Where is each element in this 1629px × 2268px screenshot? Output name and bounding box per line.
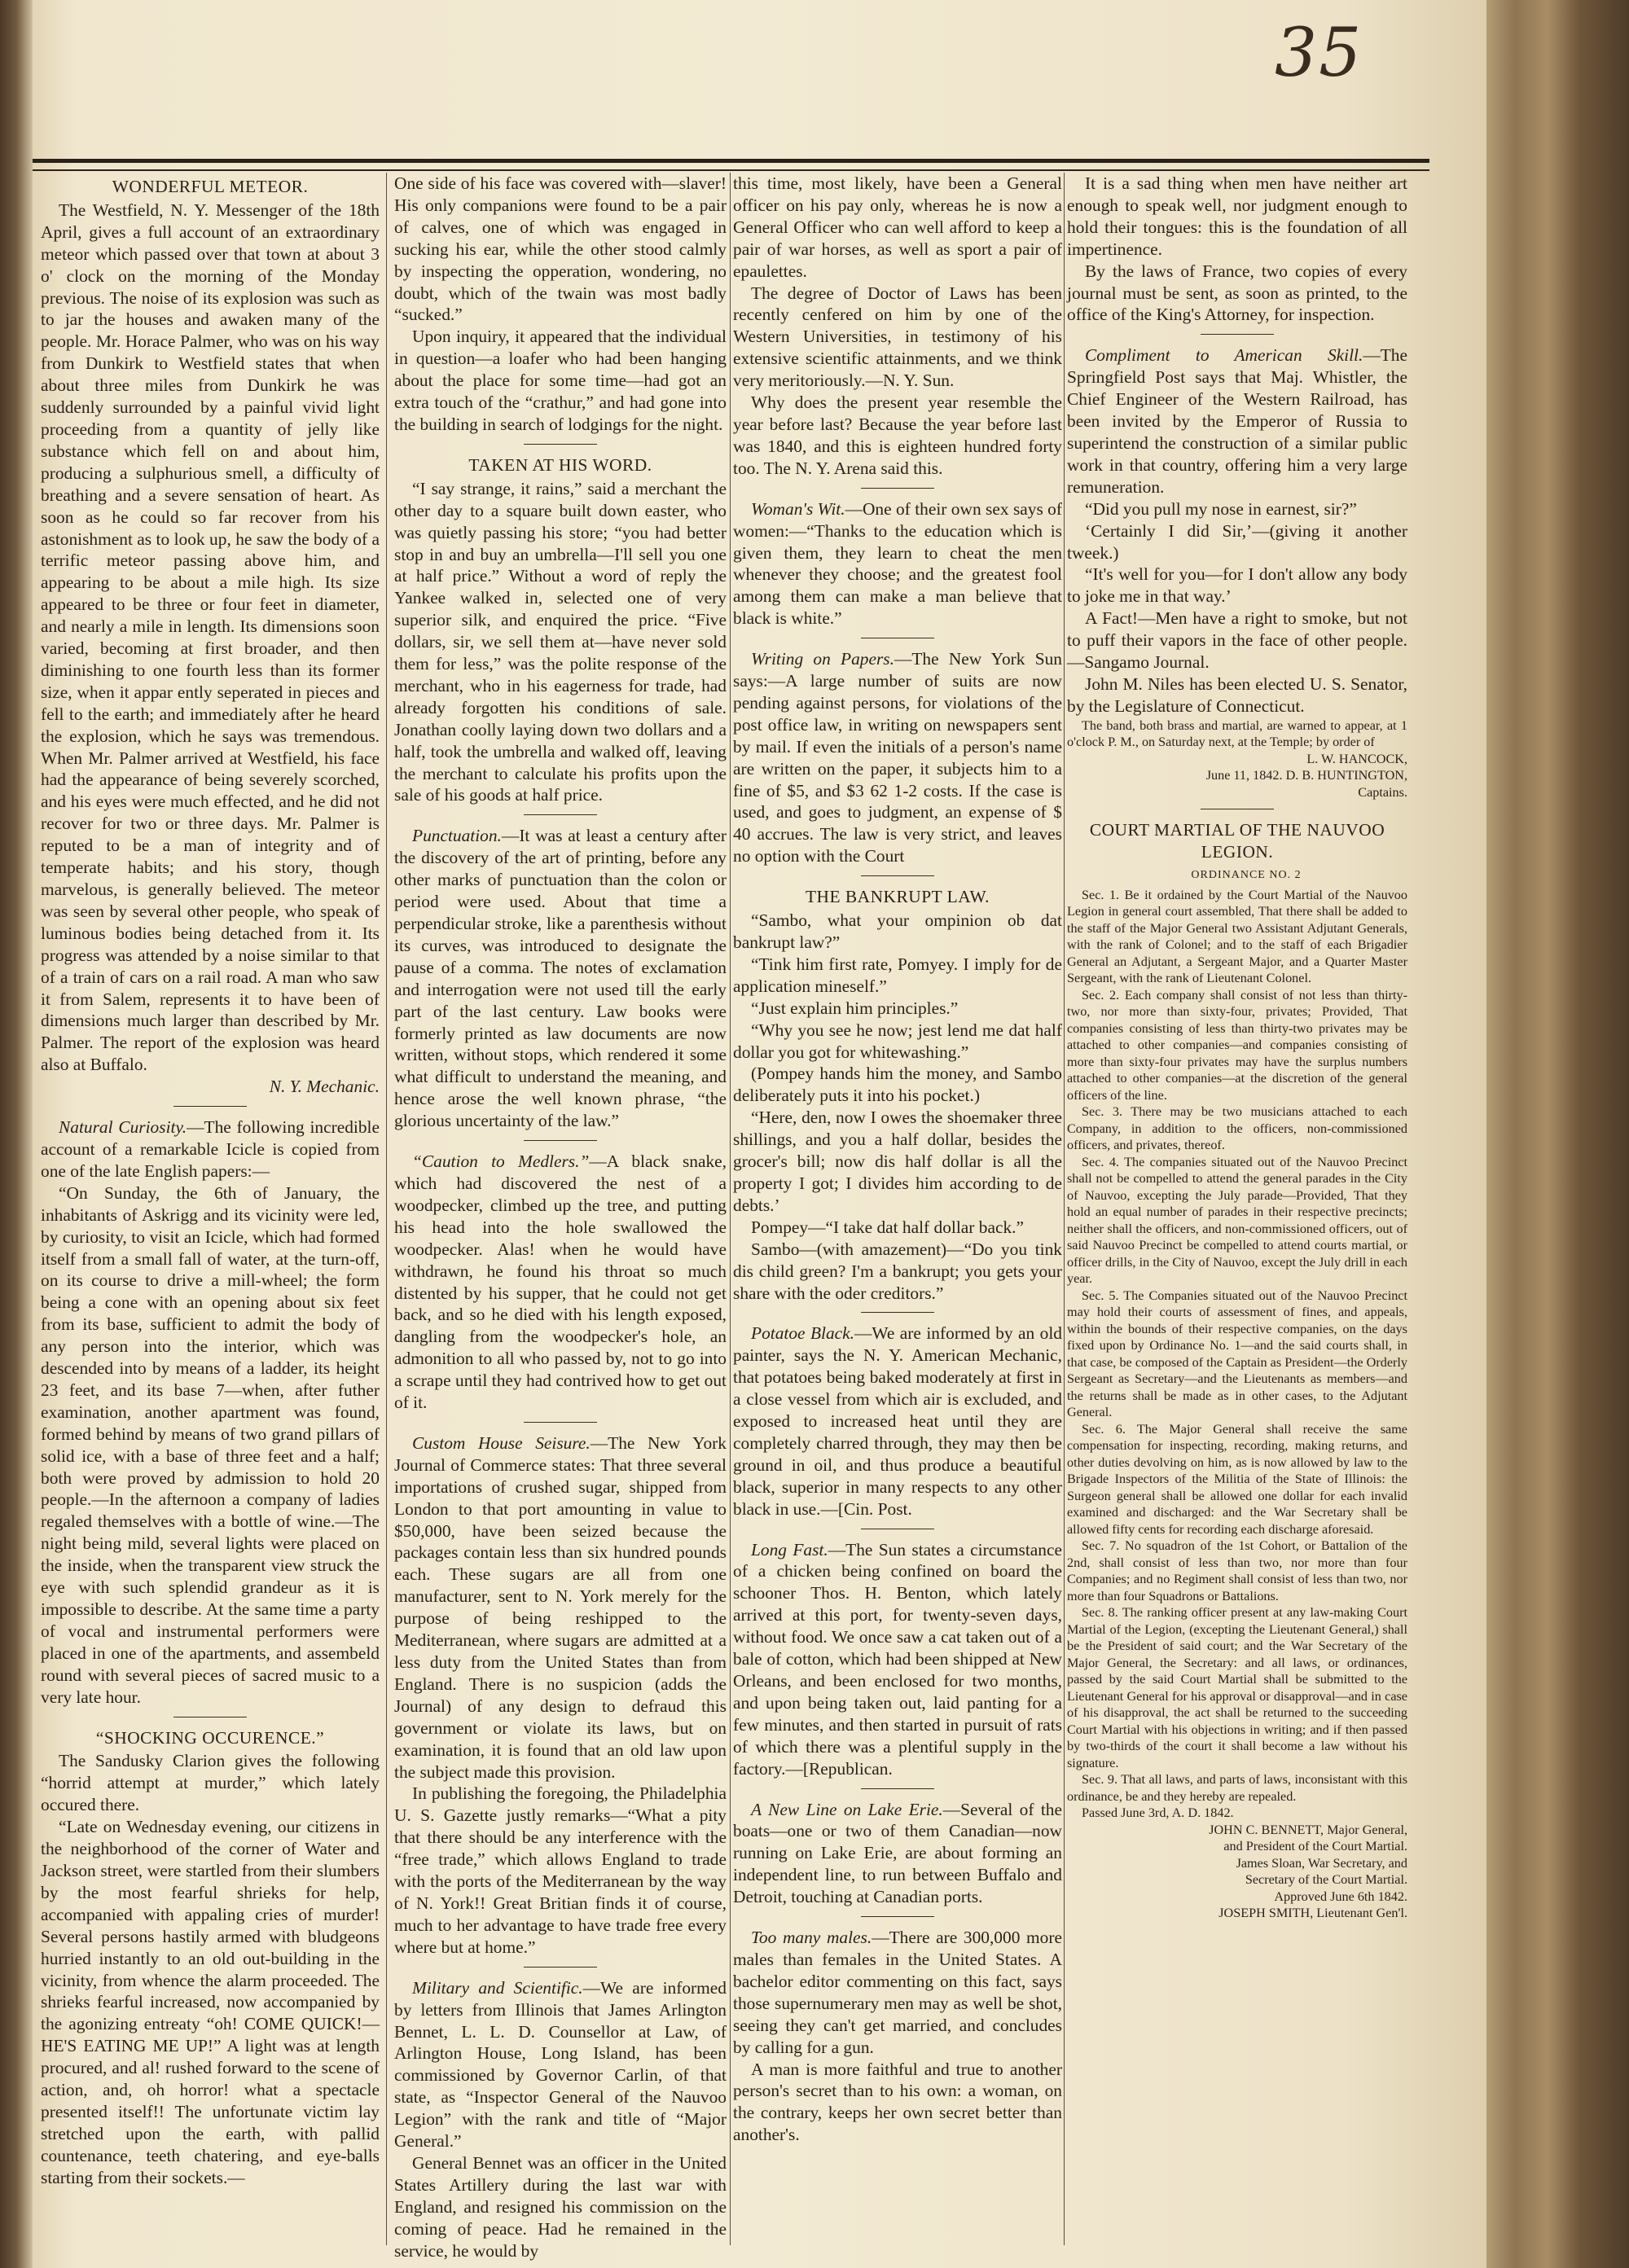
article-heading: COURT MARTIAL OF THE NAUVOO LEGION.	[1089, 820, 1385, 862]
article-lead-title: Long Fast.	[751, 1539, 828, 1560]
article-lead-title: Punctuation.	[412, 826, 502, 846]
article-body-text: —The New York Sun says:—A large number of suits are now pending against persons, for violations of the post office law, in writing on newspapers sent by mail. If even the initials of a person's name are written on the paper, it subjects him to a fine of $5, and $3 62 1-2 costs. If the case is used, and goes to judgment, an expense of $ 40 accrues. The law is very strict, and leaves no option with the Court	[733, 649, 1062, 866]
small-print-paragraph: Sec. 1. Be it ordained by the Court Martial of the Nauvoo Legion in general court assembled, That there shall be added to the staff of the Major General two Assistant Adjutant Generals, with the rank of Colonel; and to the staff of each Brigadier General an Adjutant, a Sergeant Major, and a Quarter Master Sergeant, with the rank of Lieutenant Colonel.	[1067, 887, 1407, 986]
article-paragraph: The degree of Doctor of Laws has been recently cenfered on him by one of the Western Universities, in testimony of his extensive scientific attainments, and we think very meritoriously.—N. Y. Sun.	[733, 283, 1062, 391]
article-paragraph: Why does the present year resemble the year before last? Because the year before last was 1840, and this is eighteen hundred forty too. The N. Y. Arena said this.	[733, 393, 1062, 478]
article-body-text: —The New York Journal of Commerce states: That three several importations of crushed sugar, shipped from London to that port amounting in value to $50,000, have been seized because the packages contain less than six hundred pounds each. These sugars are all from one manufacturer, sent to N. York merely for the purpose of being reshipped to the Mediterranean, where sugars are admitted at a less duty from the United States than from England. There is no suspicion (adds the Journal) of any design to defraud this government or violate its laws, but on examination, it is found that an old law upon the subject made this provision.	[394, 1432, 727, 1782]
column-3	[733, 173, 1062, 2245]
column-1	[41, 173, 380, 2245]
signature-line: James Sloan, War Secretary, and	[1236, 1855, 1407, 1871]
article-paragraph: One side of his face was covered with—slaver! His only companions were found to be a pair of calves, one of which was engaged in sucking his ear, while the other stood calmly by inspecting the opperation, wondering, no doubt, which of the twain was most badly “sucked.”	[394, 173, 727, 325]
article-lead-title: “Caution to Medlers.”	[412, 1152, 590, 1172]
article-paragraph: General Bennet was an officer in the United States Artillery during the last war with England, and resigned his commission on the coming of peace. Had he remained in the service, he would by	[394, 2152, 727, 2261]
small-print-paragraph: Sec. 5. The Companies situated out of the Nauvoo Precinct may hold their courts of assessment of fines, and appeals, within the bounds of their respective companies, on the days fixed upon by Ordinance No. 1—and the said courts shall, in that case, be composed of the Captain as President—the Orderly Sergeant as Secretary—and the Lieutenants as members—and the returns shall be made as in other cases, to the Adjutant General.	[1067, 1288, 1407, 1420]
article-paragraph: “Here, den, now I owes the shoemaker three shillings, and you a half dollar, besides the grocer's bill; now dis half dollar is all the property I got; I divides him according to de debts.’	[733, 1108, 1062, 1215]
article-body-text: —The Springfield Post says that Maj. Whistler, the Chief Engineer of the Western Railroad, has been invited by the Emperor of Russia to superintend the construction of a similar public work in that country, offering him a very large remuneration.	[1067, 345, 1407, 497]
article-separator	[861, 1788, 934, 1789]
small-print-block	[1067, 1805, 1407, 1822]
article-paragraph: Sambo—(with amazement)—“Do you tink dis child green? I'm a bankrupt; you gets your share with the oder creditors.”	[733, 1239, 1062, 1303]
article-paragraph: In publishing the foregoing, the Philadelphia U. S. Gazette justly remarks—“What a pity that there should be any interference with the “free trade,” which allows England to trade with the ports of the Mediterranean by the way of N. York!! Great Britian finds it of course, much to her advantage to have trade free every where but at home.”	[394, 1783, 727, 1957]
article-heading: TAKEN AT HIS WORD.	[468, 454, 652, 475]
article-paragraph: this time, most likely, have been a General officer on his pay only, whereas he is now a General Officer who can well afford to keep a pair of war horses, as well as sport a pair of epaulettes.	[733, 173, 1062, 281]
article-attribution: N. Y. Mechanic.	[269, 1077, 380, 1097]
article-body-text: —It was at least a century after the discovery of the art of printing, before any other marks of punctuation than the colon or period were used. About that time a perpendicular stroke, like a parenthesis without its curves, was introduced to designate the pause of a comma. The notes of exclamation and interrogation were not used till the early part of the last century. Law books were formerly printed as law documents are now written, without stops, which rendered it some what difficult to understand the meaning, and hence arose the well known phrase, “the glorious uncertainty of the law.”	[394, 826, 727, 1131]
article-paragraph: “Late on Wednesday evening, our citizens in the neighborhood of the corner of Water and Jackson street, were startled from their slumbers by the most fearful shrieks for help, accompanied with appaling cries of murder! Several persons hastily armed with bludgeons hurried instantly to an old out-building in the vicinity, from whence the alarm proceeded. The shrieks fearful increased, now accompanied by the agonizing entreaty “oh! COME QUICK!—HE'S EATING ME UP!” A light was at length procured, and al! rushed forward to the scene of action, and, oh horror! what a spectacle presented itself!! The unfortunate victim lay stretched upon the earth, with pallid countenance, teeth chatering, and eye-balls starting from their sockets.—	[41, 1817, 380, 2187]
small-print-paragraph: Sec. 6. The Major General shall receive the same compensation for inspecting, recording, making returns, and other duties devolving on him, as is now allowed by law to the Brigade Inspectors of the Militia of the State of Illinois: the Surgeon general shall be allowed one dollar for each invalid examined and discharged: and the War Secretary shall be allowed fifty cents for recording each discharge aforesaid.	[1067, 1421, 1407, 1537]
article-paragraph: “Just explain him principles.”	[751, 998, 959, 1018]
article-paragraph	[1067, 344, 1407, 498]
article-body-text: —The following incredible account of a remarkable Icicle is copied from one of the late English papers:—	[41, 1117, 380, 1181]
top-double-rule	[33, 159, 1429, 171]
column-2	[394, 173, 727, 2261]
ordinance-title: ORDINANCE NO. 2	[1191, 869, 1302, 882]
small-print-paragraph: Sec. 4. The companies situated out of the Nauvoo Precinct shall not be compelled to attend the general parades in the City of Nauvoo, excepting the July parade—Provided, That they hold an equal number of parades in their respective precincts; neither shall the officers, and non-commissioned officers, out of said Nauvoo Precinct be compelled to attend courts martial, or officer drills, in the City of Nauvoo, except the July drill in each year.	[1067, 1154, 1407, 1287]
small-print-block	[1067, 1288, 1407, 1421]
article-separator	[524, 814, 597, 815]
small-print-paragraph: Sec. 2. Each company shall consist of not less than thirty-two, nor more than sixty-four, privates; Provided, That companies consisting of less than thirty-two privates may be attached to other companies—and companies consisting of more than sixty-four privates may have the surplus numbers attached to other companies—at the discretion of the general officers of the line.	[1067, 987, 1407, 1103]
article-paragraph: “Sambo, what your ompinion ob dat bankrupt law?”	[733, 910, 1062, 952]
small-print-block	[1067, 1771, 1407, 1805]
small-print-paragraph: Sec. 9. That all laws, and parts of laws, inconsistant with this ordinance, be and they hereby are repealed.	[1067, 1772, 1407, 1804]
article-paragraph: (Pompey hands him the money, and Sambo deliberately puts it into his pocket.)	[733, 1064, 1062, 1106]
article-separator	[861, 1916, 934, 1917]
article-paragraph	[733, 1323, 1062, 1520]
article-heading: THE BANKRUPT LAW.	[805, 887, 990, 907]
book-fore-edge	[1511, 0, 1629, 2268]
article-paragraph: A man is more faithful and true to another person's secret than to his own: a woman, on the contrary, keeps her own secret better than another's.	[733, 2059, 1062, 2145]
article-paragraph: The Westfield, N. Y. Messenger of the 18th April, gives a full account of an extraordinary meteor which passed over that town at about 3 o' clock on the morning of the Monday previous. The noise of its explosion was such as to jar the houses and awaken many of the people. Mr. Horace Palmer, who was on his way from Dunkirk to Westfield states that when about three miles from Dunkirk he was suddenly surrounded by a painful vivid light proceeding from a quantity of jelly like substance which fell on and about him, producing a sulphurious smell, a difficulty of breathing and a severe sensation of heart. As soon as he could so far recover from his astonishment as to look up, he saw the body of a terrific meteor passing above him, and appearing to be about a mile high. Its size appeared to be three or four feet in diameter, and nearly a mile in length. Its dimensions soon varied, becoming at first broader, and then diminishing to one fourth less than its former size, when it appar ently seperated in pieces and fell to the earth; and immediately after he heard the explosion, which he says was tremendous. When Mr. Palmer arrived at Westfield, his face had the appearance of being severely scorched, and his eyes were much effected, and he did not recover for two or three days. Mr. Palmer is reputed to be a man of integrity and of temperate habits; and his story, though marvelous, is generally believed. The meteor was seen by several other people, who speak of luminous bodies being detached from it. Its progress was attended by a noise similar to that of a train of cars on a rail road. A man who saw it from Salem, represents it to have been of dimensions much larger than described by Mr. Palmer. The report of the explosion was heard also at Buffalo.	[41, 200, 380, 1075]
small-print-block	[1067, 887, 1407, 987]
article-paragraph: “Did you pull my nose in earnest, sir?”	[1085, 498, 1357, 519]
article-lead-title: Too many males.	[751, 1928, 872, 1948]
small-print-block	[1067, 1538, 1407, 1604]
article-paragraph: “It's well for you—for I don't allow any body to joke me in that way.’	[1067, 564, 1407, 607]
article-heading: WONDERFUL METEOR.	[112, 177, 309, 196]
article-paragraph	[733, 1539, 1062, 1780]
article-paragraph	[733, 1927, 1062, 2058]
article-separator	[1201, 334, 1274, 335]
small-print-paragraph: Passed June 3rd, A. D. 1842.	[1082, 1805, 1234, 1821]
article-separator	[861, 875, 934, 876]
article-separator	[173, 1106, 247, 1107]
article-paragraph: A Fact!—Men have a right to smoke, but not to puff their vapors in the face of other people.—Sangamo Journal.	[1067, 608, 1407, 673]
article-paragraph: John M. Niles has been elected U. S. Senator, by the Legislature of Connecticut.	[1067, 673, 1407, 716]
article-separator	[524, 1967, 597, 1968]
column-divider	[730, 173, 731, 2245]
article-lead-title: Potatoe Black.	[751, 1323, 855, 1344]
signature-line: L. W. HANCOCK,	[1306, 751, 1407, 766]
article-paragraph: It is a sad thing when men have neither art enough to speak well, nor judgment enough to hold their tongues: this is the foundation of all impertinence.	[1067, 173, 1407, 259]
article-paragraph	[394, 825, 727, 1132]
signature-line: and President of the Court Martial.	[1223, 1839, 1407, 1854]
signature-line: June 11, 1842. D. B. HUNTINGTON,	[1205, 768, 1407, 783]
article-paragraph	[394, 1977, 727, 2152]
small-print-paragraph: Sec. 3. There may be two musicians attached to each Company, in addition to the officers, non-commissioned officers, and privates, thereof.	[1067, 1104, 1407, 1153]
signature-line: JOSEPH SMITH, Lieutenant Gen'l.	[1218, 1906, 1407, 1921]
handwritten-page-number: 35	[1275, 15, 1363, 92]
article-paragraph: The Sandusky Clarion gives the following “horrid attempt at murder,” which lately occured there.	[41, 1751, 380, 1815]
left-page-edge	[0, 0, 33, 2268]
article-paragraph: “Tink him first rate, Pomyey. I imply for de application mineself.”	[733, 954, 1062, 996]
small-print-paragraph: Sec. 7. No squadron of the 1st Cohort, or Battalion of the 2nd, shall consist of less than two, nor more than four Companies; and no Regiment shall consist of less than two, nor more than four Squadrons or Battalions.	[1067, 1538, 1407, 1603]
article-lead-title: A New Line on Lake Erie.	[751, 1799, 943, 1819]
column-divider	[1064, 173, 1065, 2245]
column-4	[1067, 173, 1407, 2245]
article-body-text: —We are informed by letters from Illinois that James Arlington Bennet, L. L. D. Counsellor at Law, of Arlington House, Long Island, has been commissioned by Governor Carlin, of that state, as “Inspector General of the Nauvoo Legion” with the rank and title of “Major General.”	[394, 1977, 727, 2152]
article-body-text: —One of their own sex says of women:—“Thanks to the education which is given them, they learn to cheat the men whenever they choose; and the greatest fool among them can make a man believe that black is white.”	[733, 498, 1062, 629]
article-body-text: —The Sun states a circumstance of a chicken being confined on board the schooner Thos. H. Benton, which lately arrived at this port, for twenty-seven days, without food. We once saw a cat taken out of a bale of cotton, which had been shipped at New Orleans, and been enclosed for two months, and upon being taken out, laid panting for a few minutes, and then started in pursuit of rats of which there was a plentiful supply in the factory.—[Republican.	[733, 1539, 1062, 1779]
signature-line: Approved June 6th 1842.	[1274, 1889, 1407, 1904]
article-paragraph	[394, 1151, 727, 1414]
article-paragraph	[394, 1432, 727, 1783]
small-print-block	[1067, 1154, 1407, 1288]
article-paragraph: “Why you see he now; jest lend me dat half dollar you got for whitewashing.”	[733, 1020, 1062, 1062]
article-lead-title: Woman's Wit.	[751, 498, 845, 519]
article-paragraph: ‘Certainly I did Sir,’—(giving it another tweek.)	[1067, 520, 1407, 563]
small-print-block	[1067, 1604, 1407, 1771]
article-separator	[524, 1140, 597, 1141]
article-lead-title: Compliment to American Skill.	[1085, 345, 1363, 366]
small-print-block	[1067, 1421, 1407, 1538]
article-separator	[861, 1312, 934, 1313]
article-body-text: —There are 300,000 more males than females in the United States. A bachelor editor commenting on this fact, says those supernumerary men may as well be shot, seeing they can't get married, and concludes by calling for a gun.	[733, 1928, 1062, 2057]
article-lead-title: Writing on Papers.	[751, 649, 894, 669]
article-paragraph: Pompey—“I take dat half dollar back.”	[751, 1217, 1024, 1237]
small-print-paragraph: Sec. 8. The ranking officer present at any law-making Court Martial of the Legion, (excepting the Lieutenant General,) shall be the President of said court; and the War Secretary of the Major General, the Secretary: and all laws, or ordinances, passed by the said Court Martial shall be submitted to the Lieutenant General for his approval or disapproval—and in case of his disapproval, the act shall be returned to the succeeding Court Martial with his objections in writing; and if then passed by two-thirds of the court it shall become a law without his signature.	[1067, 1605, 1407, 1770]
signature-line: Captains.	[1358, 784, 1407, 800]
article-body-text: —Several of the boats—one or two of them Canadian—now running on Lake Erie, are about forming an independent line, to run between Buffalo and Detroit, touching at Canadian ports.	[733, 1799, 1062, 1907]
article-paragraph	[733, 498, 1062, 630]
article-lead-title: Military and Scientific.	[412, 1977, 583, 1998]
column-divider	[386, 173, 387, 2245]
small-print-block	[1067, 717, 1407, 751]
article-paragraph	[41, 1116, 380, 1182]
small-print-block	[1067, 987, 1407, 1104]
article-paragraph: By the laws of France, two copies of every journal must be sent, as soon as printed, to the office of the King's Attorney, for inspection.	[1067, 261, 1407, 325]
signature-line: Secretary of the Court Martial.	[1245, 1872, 1407, 1888]
article-paragraph	[733, 648, 1062, 867]
article-paragraph: “On Sunday, the 6th of January, the inhabitants of Askrigg and its vicinity were led, by curiosity, to visit an Icicle, which had formed itself from a small fall of water, at the turn-off, on its course to drive a mill-wheel; the form being a cone with an opening about six feet from its base, sufficient to admit the body of any person into the interior, which was descended into by means of a ladder, its height 23 feet, and its base 7—when, after futher examination, another apartment was found, formed behind by means of two grand pillars of solid ice, with a base of three feet and a half; both were proved by admission to hold 20 people.—In the afternoon a company of ladies regaled themselves with a bottle of wine.—The night being mild, several lights were placed on the inside, when the transparent view struck the eye with such splendid grandeur as it is impossible to describe. At the same time a party of vocal and instrumental performers were placed in one of the apartments, and assembeld round with several pieces of sacred music to a very late hour.	[41, 1182, 380, 1707]
article-lead-title: Natural Curiosity.	[59, 1117, 187, 1138]
article-paragraph: Upon inquiry, it appeared that the individual in question—a loafer who had been hanging about the place for some time—had got an extra touch of the “crathur,” and had gone into the building in search of lodgings for the night.	[394, 327, 727, 434]
article-body-text: —A black snake, which had discovered the nest of a woodpecker, climbed up the tree, and putting his head into the hole swallowed the woodpecker. Alas! when he would have withdrawn, he found his throat so much distented by his supper, that he could not get back, and so he died with his length exposed, dangling from the woodpecker's hole, an admonition to all who passed by, not to go into a scrape until they had contrived how to get out of it.	[394, 1152, 727, 1413]
article-separator	[861, 488, 934, 489]
signature-line: JOHN C. BENNETT, Major General,	[1209, 1822, 1407, 1837]
small-print-paragraph: The band, both brass and martial, are warned to appear, at 1 o'clock P. M., on Saturday next, at the Temple; by order of	[1067, 717, 1407, 750]
article-heading: “SHOCKING OCCURENCE.”	[95, 1727, 325, 1748]
small-print-block	[1067, 1103, 1407, 1154]
article-body-text: —We are informed by an old painter, says the N. Y. American Mechanic, that potatoes being baked moderately at first in a close vessel from which air is excluded, and exposed to increased heat until they are completely charred through, they may then be ground in oil, and thus produce a beautiful black, superior in many respects to any other black in use.—[Cin. Post.	[733, 1323, 1062, 1519]
article-paragraph	[733, 1799, 1062, 1909]
article-paragraph: “I say strange, it rains,” said a merchant the other day to a square built down easter, who was quietly passing his store; “you had better stop in and buy an umbrella—I'll sell you one at half price.” Without a word of reply the Yankee walked in, selected one of very superior silk, and enquired the price. “Five dollars, sir, we sell them at—have never sold them for less,” was the polite response of the merchant, who in his eagerness for trade, had already forgotten his conditions of sale. Jonathan coolly laying down two dollars and a half, took the umbrella and walked off, leaving the merchant to calculate his profits upon the sale of his goods at half price.	[394, 478, 727, 805]
article-separator	[524, 444, 597, 445]
article-lead-title: Custom House Seisure.	[412, 1432, 591, 1453]
article-separator	[524, 1422, 597, 1423]
